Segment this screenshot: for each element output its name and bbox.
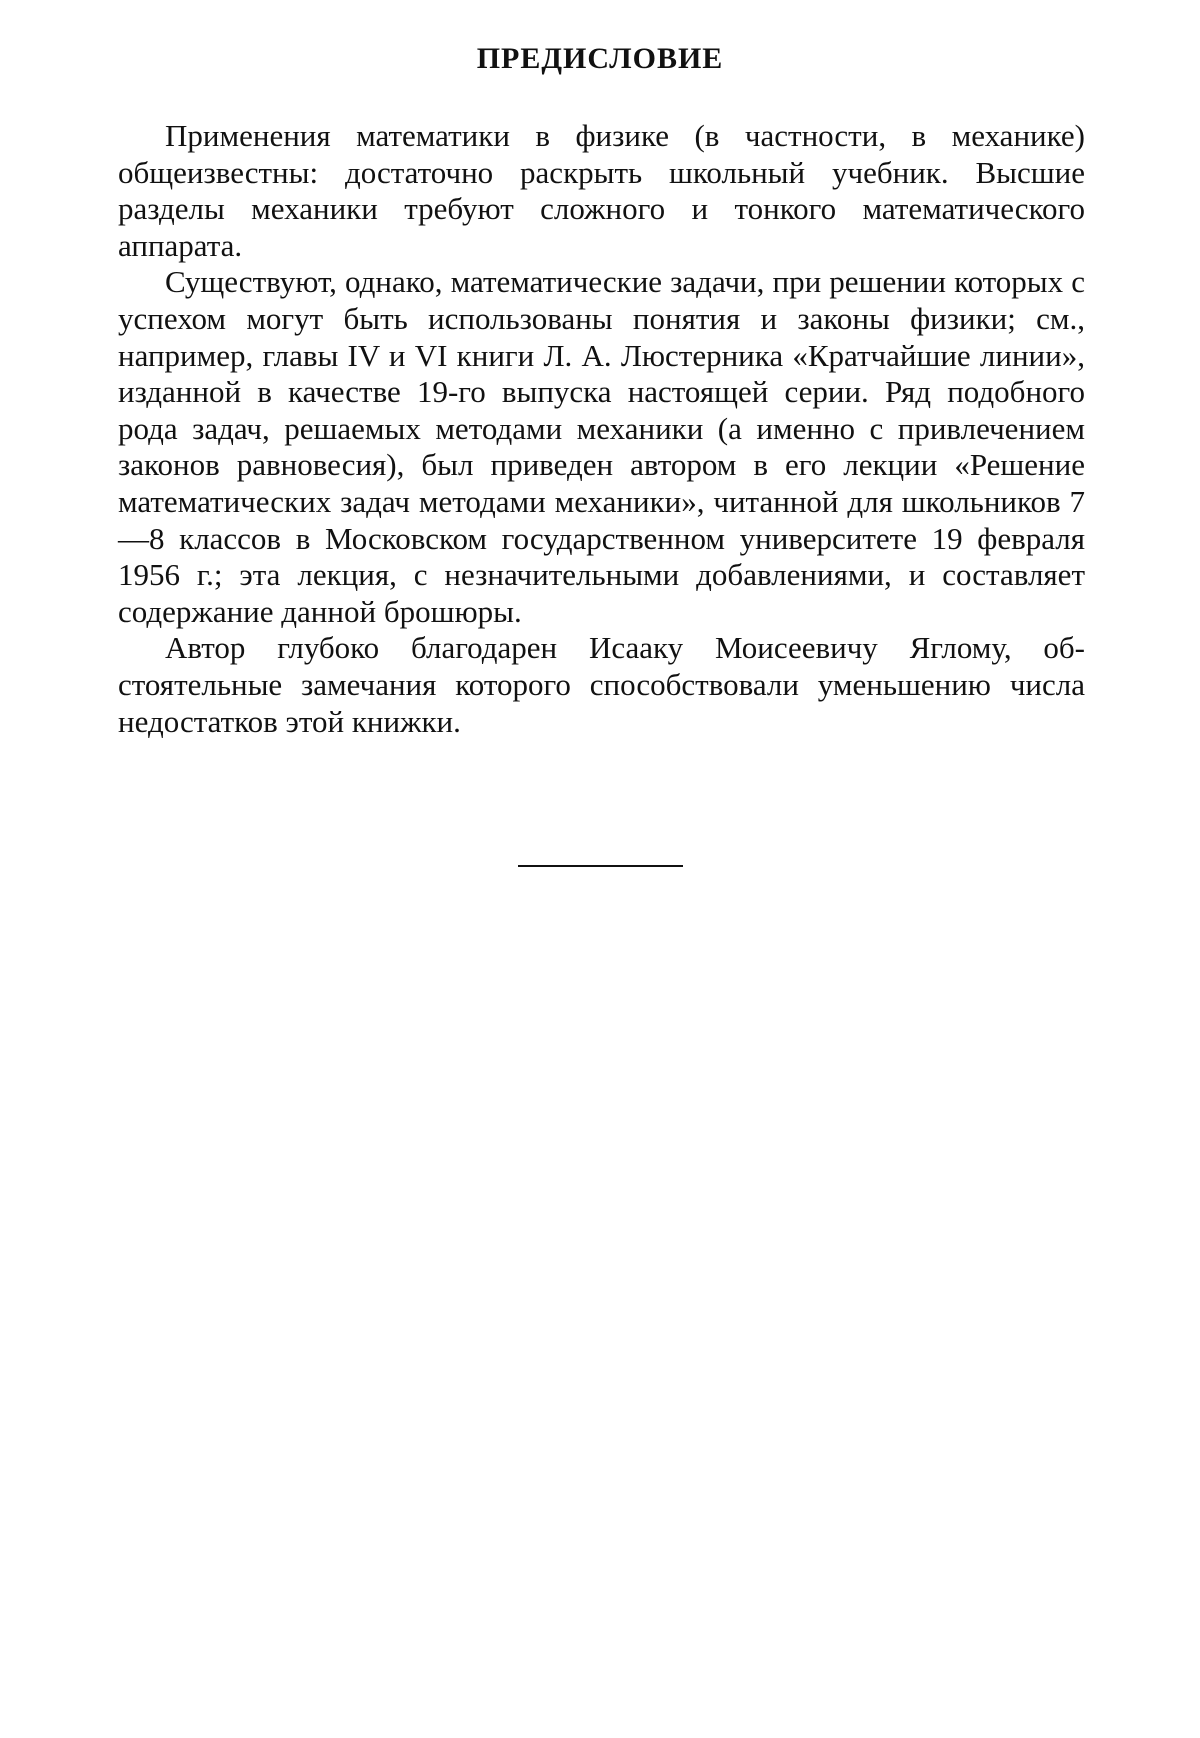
paragraph-1: Применения математики в физике (в частности, в механике) общеизвестны: достаточно раскрыть школьный учебник. Высшие разделы механики требуют сложного и тонкого математического аппарата. bbox=[118, 118, 1085, 263]
page-title: ПРЕДИСЛОВИЕ bbox=[476, 42, 724, 75]
preface-body bbox=[118, 118, 1085, 740]
section-end-rule bbox=[518, 865, 683, 867]
paragraph-3: Автор глубоко благодарен Исааку Моисеевичу Яглому, обстоятельные замечания которого способствовали уменьшению числа недостатков этой книжки. bbox=[118, 630, 1085, 739]
paragraph-2: Существуют, однако, математические задачи, при решении которых с успехом могут быть использованы понятия и законы физики; см., например, главы IV и VI книги Л. А. Люстерника «Кратчайшие линии», изданной в качестве 19-го выпуска настоящей серии. Ряд подобного рода задач, решаемых методами механики (а именно с привлечением законов равновесия), был приведен автором в его лекции «Решение математических задач методами механики», читанной для школьников 7—8 классов в Московском государственном университете 19 февраля 1956 г.; эта лекция, с незначительными добавлениями, и составляет содержание данной брошюры. bbox=[118, 264, 1085, 629]
